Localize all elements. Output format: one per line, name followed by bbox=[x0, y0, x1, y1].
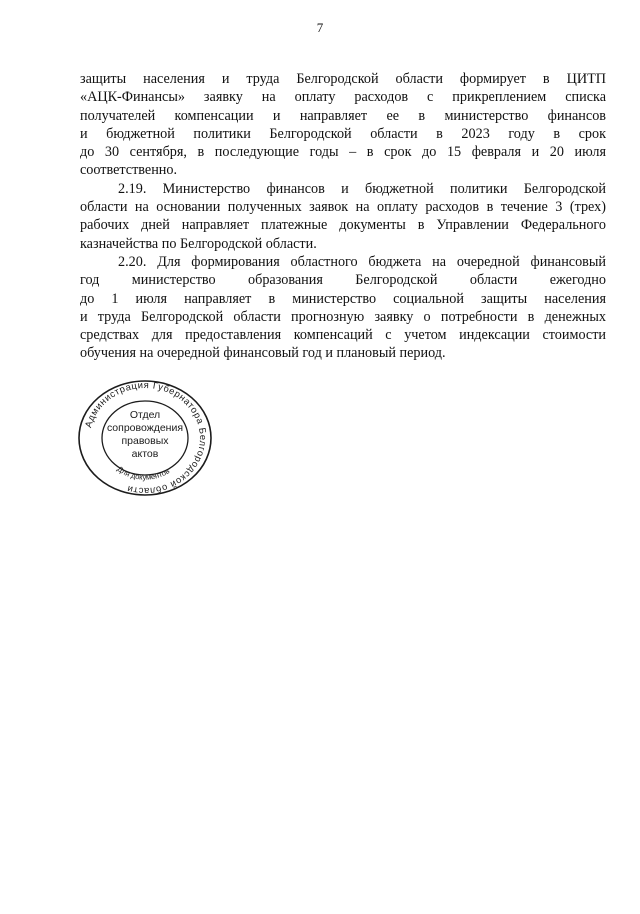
stamp-center-line: актов bbox=[131, 448, 159, 460]
paragraph-item-2-19 bbox=[80, 180, 606, 253]
text-line: и труда Белгородской области прогнозную заявку о потребности в денежных bbox=[80, 308, 606, 325]
stamp-outer-text: Администрация Губернатора Белгородской области bbox=[82, 378, 210, 498]
official-stamp bbox=[74, 378, 216, 498]
text-line: «АЦК-Финансы» заявку на оплату расходов с прикреплением списка bbox=[80, 89, 606, 106]
stamp-center-line: правовых bbox=[121, 435, 169, 447]
text-line: и бюджетной политики Белгородской области в 2023 году в срок bbox=[80, 125, 606, 142]
stamp-graphic bbox=[74, 378, 216, 498]
paragraph-continuation bbox=[80, 70, 606, 180]
text-line: обучения на очередной финансовый год и плановый период. bbox=[80, 345, 446, 362]
text-line: средствах для предоставления компенсаций с учетом индексации стоимости bbox=[80, 327, 606, 344]
text-line: получателей компенсации и направляет ее в министерство финансов bbox=[80, 107, 606, 124]
text-line: до 30 сентября, в последующие годы – в срок до 15 февраля и 20 июля bbox=[80, 144, 606, 161]
paragraph-item-2-20 bbox=[80, 253, 606, 363]
text-line: год министерство образования Белгородской области ежегодно bbox=[80, 272, 606, 289]
text-line: 2.20. Для формирования областного бюджета на очередной финансовый bbox=[118, 253, 606, 270]
stamp-inner-text: Для документов bbox=[115, 464, 172, 482]
text-line: казначейства по Белгородской области. bbox=[80, 235, 317, 252]
text-line: 2.19. Министерство финансов и бюджетной политики Белгородской bbox=[118, 180, 606, 197]
text-line: защиты населения и труда Белгородской области формирует в ЦИТП bbox=[80, 71, 606, 87]
stamp-center-line: Отдел bbox=[129, 409, 161, 421]
text-line: рабочих дней направляет платежные документы в Управлении Федерального bbox=[80, 217, 606, 234]
text-line: до 1 июля направляет в министерство социальной защиты населения bbox=[80, 290, 606, 307]
page-number: 7 bbox=[316, 20, 324, 35]
text-line: области на основании полученных заявок на оплату расходов в течение 3 (трех) bbox=[80, 199, 606, 216]
stamp-center-line: сопровождения bbox=[106, 422, 184, 434]
text-line: соответственно. bbox=[80, 162, 178, 179]
document-body bbox=[80, 70, 606, 363]
